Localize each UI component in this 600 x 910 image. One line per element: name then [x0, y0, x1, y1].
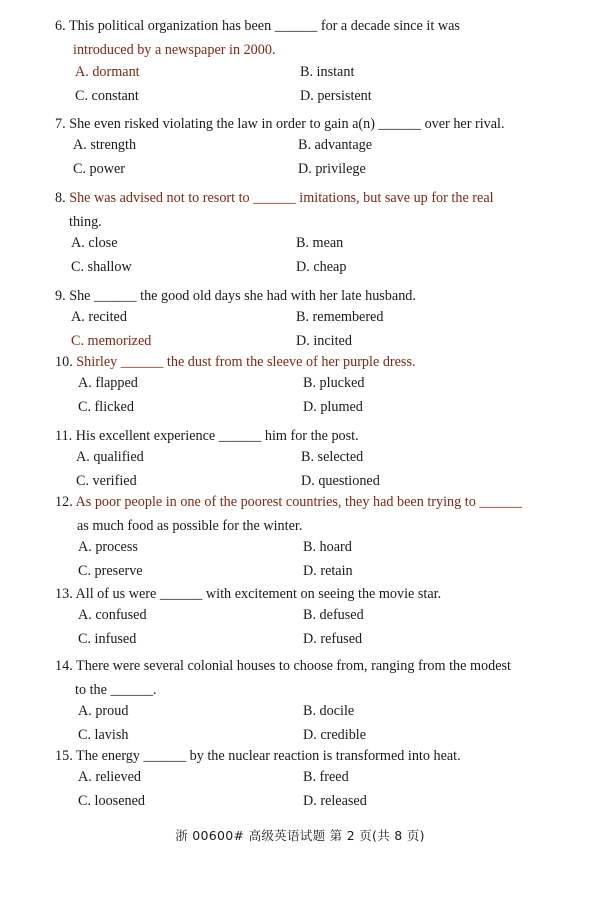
question-14: [55, 654, 555, 702]
question-6: [55, 14, 555, 62]
question-continuation: as much food as possible for the winter.: [77, 518, 303, 534]
option-d: D. persistent: [300, 88, 372, 104]
option-d: D. released: [303, 793, 367, 809]
page-footer: 浙 00600# 高级英语试题 第 2 页(共 8 页): [175, 828, 425, 843]
question-number: 11.: [55, 428, 73, 444]
option-c: C. memorized: [71, 333, 152, 349]
option-d: D. plumed: [303, 399, 363, 415]
option-a: A. process: [78, 539, 138, 555]
question-15: [55, 744, 555, 768]
option-b: B. advantage: [298, 137, 373, 153]
option-c: C. shallow: [71, 259, 132, 275]
question-stem: As poor people in one of the poorest countries, they had been trying to ______: [75, 494, 522, 510]
question-number: 8.: [55, 190, 66, 206]
question-10: [55, 350, 555, 374]
option-b: B. plucked: [303, 375, 365, 391]
option-c: C. constant: [75, 88, 139, 104]
option-b: B. mean: [296, 235, 344, 251]
option-d: D. retain: [303, 563, 353, 579]
question-number: 13.: [55, 586, 73, 602]
option-b: B. freed: [303, 769, 349, 785]
question-number: 10.: [55, 354, 73, 370]
option-d: D. incited: [296, 333, 352, 349]
question-continuation: thing.: [69, 214, 102, 230]
question-number: 7.: [55, 116, 66, 132]
question-stem: She even risked violating the law in order to gain a(n) ______ over her rival.: [69, 116, 505, 132]
option-c: C. lavish: [78, 727, 129, 743]
question-stem: This political organization has been ______ for a decade since it was: [68, 18, 460, 34]
option-b: B. hoard: [303, 539, 352, 555]
option-a: A. dormant: [75, 64, 140, 80]
question-stem: Shirley ______ the dust from the sleeve of her purple dress.: [76, 354, 416, 370]
option-c: C. verified: [76, 473, 137, 489]
question-number: 9.: [55, 288, 66, 304]
option-c: C. power: [73, 161, 126, 177]
question-9: [55, 284, 555, 308]
question-stem: The energy ______ by the nuclear reaction is transformed into heat.: [76, 748, 461, 764]
question-11: [55, 424, 555, 448]
question-stem: His excellent experience ______ him for the post.: [75, 428, 359, 444]
option-a: A. recited: [71, 309, 127, 325]
option-c: C. loosened: [78, 793, 145, 809]
option-b: B. selected: [301, 449, 364, 465]
question-continuation: introduced by a newspaper in 2000.: [73, 42, 276, 58]
option-d: D. cheap: [296, 259, 347, 275]
question-number: 15.: [55, 748, 73, 764]
question-8: [55, 186, 555, 234]
option-b: B. instant: [300, 64, 355, 80]
question-7: [55, 112, 555, 136]
option-d: D. refused: [303, 631, 363, 647]
option-a: A. relieved: [78, 769, 142, 785]
question-stem: She ______ the good old days she had with her late husband.: [69, 288, 416, 304]
question-13: [55, 582, 555, 606]
question-continuation: to the ______.: [75, 682, 157, 698]
question-12: [55, 490, 555, 538]
option-a: A. flapped: [78, 375, 138, 391]
option-b: B. remembered: [296, 309, 384, 325]
option-b: B. docile: [303, 703, 355, 719]
option-d: D. credible: [303, 727, 367, 743]
question-stem: There were several colonial houses to choose from, ranging from the modest: [76, 658, 511, 674]
option-d: D. privilege: [298, 161, 366, 177]
option-d: D. questioned: [301, 473, 380, 489]
option-a: A. strength: [73, 137, 137, 153]
option-c: C. infused: [78, 631, 137, 647]
option-a: A. confused: [78, 607, 147, 623]
option-a: A. close: [71, 235, 118, 251]
question-number: 12.: [55, 494, 73, 510]
option-b: B. defused: [303, 607, 364, 623]
question-number: 6.: [55, 18, 66, 34]
option-c: C. preserve: [78, 563, 143, 579]
question-stem: She was advised not to resort to ______ imitations, but save up for the real: [69, 190, 494, 206]
option-c: C. flicked: [78, 399, 134, 415]
option-a: A. qualified: [76, 449, 144, 465]
question-stem: All of us were ______ with excitement on seeing the movie star.: [75, 586, 442, 602]
option-a: A. proud: [78, 703, 129, 719]
question-number: 14.: [55, 658, 73, 674]
